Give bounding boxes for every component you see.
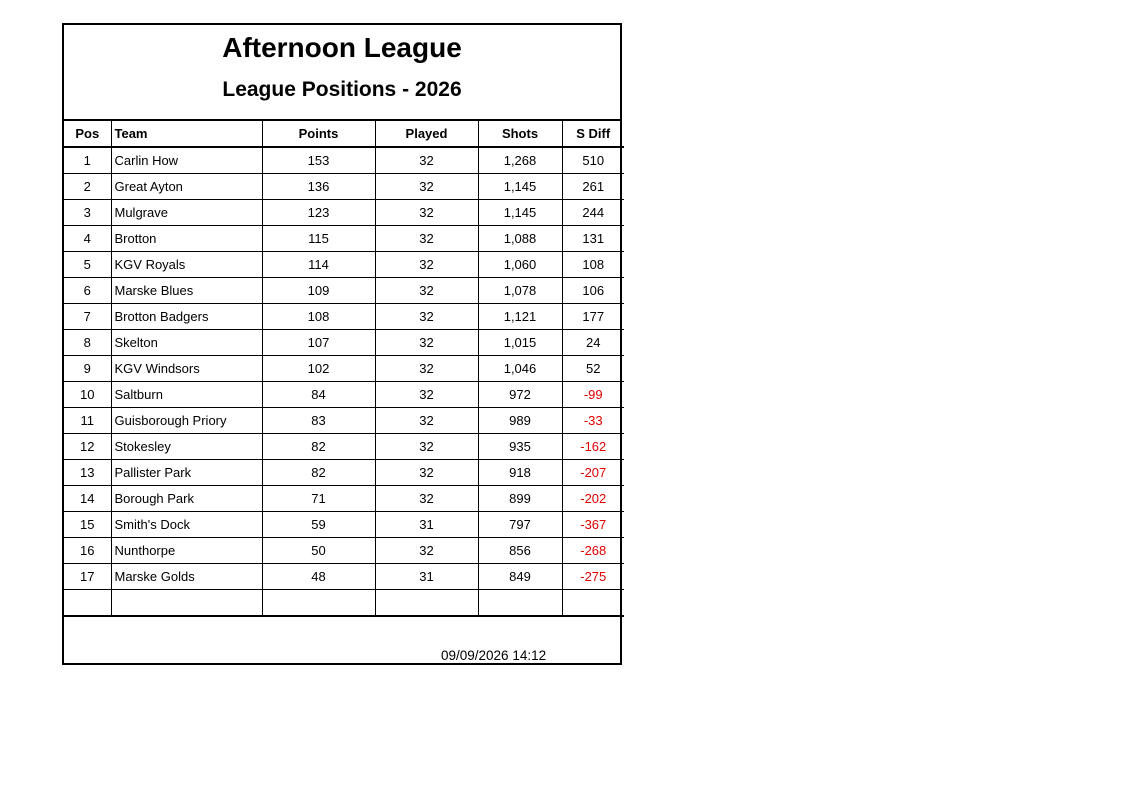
cell-pos: 3 xyxy=(64,200,111,226)
cell-points: 153 xyxy=(262,147,375,174)
league-sheet xyxy=(62,23,622,665)
timestamp: 09/09/2026 14:12 xyxy=(441,648,547,663)
cell-pos: 14 xyxy=(64,486,111,512)
cell-team: Mulgrave xyxy=(111,200,262,226)
cell-shots: 1,088 xyxy=(478,226,562,252)
cell-team: Marske Blues xyxy=(111,278,262,304)
cell-team: Skelton xyxy=(111,330,262,356)
cell-pos: 6 xyxy=(64,278,111,304)
cell-shots: 1,145 xyxy=(478,174,562,200)
cell-points: 114 xyxy=(262,252,375,278)
cell-points: 109 xyxy=(262,278,375,304)
cell-team: Pallister Park xyxy=(111,460,262,486)
cell-played: 32 xyxy=(375,304,478,330)
table-row xyxy=(64,564,624,590)
header-row xyxy=(64,121,624,147)
cell-pos: 4 xyxy=(64,226,111,252)
table-row xyxy=(64,408,624,434)
table-row xyxy=(64,304,624,330)
table-row xyxy=(64,538,624,564)
cell-points: 107 xyxy=(262,330,375,356)
column-header-played: Played xyxy=(375,121,478,147)
cell-team: Brotton xyxy=(111,226,262,252)
cell-team: Guisborough Priory xyxy=(111,408,262,434)
cell-played: 32 xyxy=(375,408,478,434)
cell-points: 48 xyxy=(262,564,375,590)
table-row xyxy=(64,460,624,486)
cell-team: Borough Park xyxy=(111,486,262,512)
cell-played: 32 xyxy=(375,226,478,252)
cell-shots: 849 xyxy=(478,564,562,590)
cell-team: Stokesley xyxy=(111,434,262,460)
cell-shots: 935 xyxy=(478,434,562,460)
cell-pos: 8 xyxy=(64,330,111,356)
cell-points: 71 xyxy=(262,486,375,512)
cell-points: 50 xyxy=(262,538,375,564)
cell-pos: 1 xyxy=(64,147,111,174)
cell-sdiff: 510 xyxy=(562,147,624,174)
cell-played: 32 xyxy=(375,252,478,278)
cell-pos: 13 xyxy=(64,460,111,486)
cell-shots: 1,121 xyxy=(478,304,562,330)
cell-pos: 11 xyxy=(64,408,111,434)
cell-team: KGV Royals xyxy=(111,252,262,278)
empty-cell xyxy=(562,590,624,617)
empty-cell xyxy=(64,590,111,617)
cell-pos: 7 xyxy=(64,304,111,330)
cell-sdiff: 106 xyxy=(562,278,624,304)
cell-pos: 10 xyxy=(64,382,111,408)
column-header-team: Team xyxy=(111,121,262,147)
cell-team: Nunthorpe xyxy=(111,538,262,564)
cell-team: KGV Windsors xyxy=(111,356,262,382)
cell-sdiff: 108 xyxy=(562,252,624,278)
column-header-sdiff: S Diff xyxy=(562,121,624,147)
cell-played: 31 xyxy=(375,512,478,538)
cell-played: 32 xyxy=(375,382,478,408)
cell-team: Carlin How xyxy=(111,147,262,174)
table-row xyxy=(64,434,624,460)
cell-points: 83 xyxy=(262,408,375,434)
cell-sdiff: 52 xyxy=(562,356,624,382)
table-row xyxy=(64,226,624,252)
table-row xyxy=(64,512,624,538)
table-row xyxy=(64,382,624,408)
cell-played: 31 xyxy=(375,564,478,590)
cell-points: 82 xyxy=(262,434,375,460)
cell-played: 32 xyxy=(375,486,478,512)
cell-team: Great Ayton xyxy=(111,174,262,200)
table-row xyxy=(64,486,624,512)
standings-table xyxy=(64,121,624,617)
cell-points: 123 xyxy=(262,200,375,226)
empty-table-row xyxy=(64,590,624,617)
cell-pos: 17 xyxy=(64,564,111,590)
cell-pos: 16 xyxy=(64,538,111,564)
table-row xyxy=(64,174,624,200)
cell-shots: 856 xyxy=(478,538,562,564)
title-block xyxy=(64,25,620,121)
cell-team: Marske Golds xyxy=(111,564,262,590)
cell-pos: 2 xyxy=(64,174,111,200)
cell-sdiff: 177 xyxy=(562,304,624,330)
cell-team: Smith's Dock xyxy=(111,512,262,538)
empty-cell xyxy=(111,590,262,617)
cell-points: 84 xyxy=(262,382,375,408)
cell-shots: 1,078 xyxy=(478,278,562,304)
cell-pos: 15 xyxy=(64,512,111,538)
cell-shots: 989 xyxy=(478,408,562,434)
cell-shots: 899 xyxy=(478,486,562,512)
cell-shots: 1,268 xyxy=(478,147,562,174)
cell-played: 32 xyxy=(375,278,478,304)
table-row xyxy=(64,356,624,382)
cell-points: 82 xyxy=(262,460,375,486)
cell-sdiff: -367 xyxy=(562,512,624,538)
cell-sdiff: -33 xyxy=(562,408,624,434)
cell-shots: 1,046 xyxy=(478,356,562,382)
cell-points: 115 xyxy=(262,226,375,252)
cell-shots: 1,060 xyxy=(478,252,562,278)
league-subtitle: League Positions - 2026 xyxy=(222,78,462,101)
empty-cell xyxy=(262,590,375,617)
cell-points: 136 xyxy=(262,174,375,200)
cell-pos: 5 xyxy=(64,252,111,278)
cell-shots: 797 xyxy=(478,512,562,538)
table-row xyxy=(64,147,624,174)
cell-sdiff: -202 xyxy=(562,486,624,512)
empty-cell xyxy=(478,590,562,617)
cell-sdiff: 24 xyxy=(562,330,624,356)
cell-sdiff: 244 xyxy=(562,200,624,226)
cell-pos: 9 xyxy=(64,356,111,382)
cell-played: 32 xyxy=(375,330,478,356)
cell-points: 108 xyxy=(262,304,375,330)
cell-played: 32 xyxy=(375,147,478,174)
cell-played: 32 xyxy=(375,460,478,486)
cell-sdiff: 261 xyxy=(562,174,624,200)
cell-points: 102 xyxy=(262,356,375,382)
column-header-pos: Pos xyxy=(64,121,111,147)
cell-played: 32 xyxy=(375,356,478,382)
league-title: Afternoon League xyxy=(222,32,462,63)
cell-played: 32 xyxy=(375,200,478,226)
cell-points: 59 xyxy=(262,512,375,538)
cell-sdiff: -268 xyxy=(562,538,624,564)
cell-shots: 918 xyxy=(478,460,562,486)
footer xyxy=(64,617,620,667)
cell-sdiff: -275 xyxy=(562,564,624,590)
column-header-shots: Shots xyxy=(478,121,562,147)
cell-played: 32 xyxy=(375,434,478,460)
cell-sdiff: -207 xyxy=(562,460,624,486)
column-header-points: Points xyxy=(262,121,375,147)
cell-shots: 1,145 xyxy=(478,200,562,226)
cell-team: Saltburn xyxy=(111,382,262,408)
cell-team: Brotton Badgers xyxy=(111,304,262,330)
cell-shots: 972 xyxy=(478,382,562,408)
cell-played: 32 xyxy=(375,538,478,564)
standings-body xyxy=(64,147,624,616)
cell-sdiff: -162 xyxy=(562,434,624,460)
cell-sdiff: -99 xyxy=(562,382,624,408)
cell-played: 32 xyxy=(375,174,478,200)
cell-sdiff: 131 xyxy=(562,226,624,252)
empty-cell xyxy=(375,590,478,617)
table-row xyxy=(64,278,624,304)
cell-shots: 1,015 xyxy=(478,330,562,356)
table-row xyxy=(64,200,624,226)
cell-pos: 12 xyxy=(64,434,111,460)
table-row xyxy=(64,252,624,278)
table-row xyxy=(64,330,624,356)
